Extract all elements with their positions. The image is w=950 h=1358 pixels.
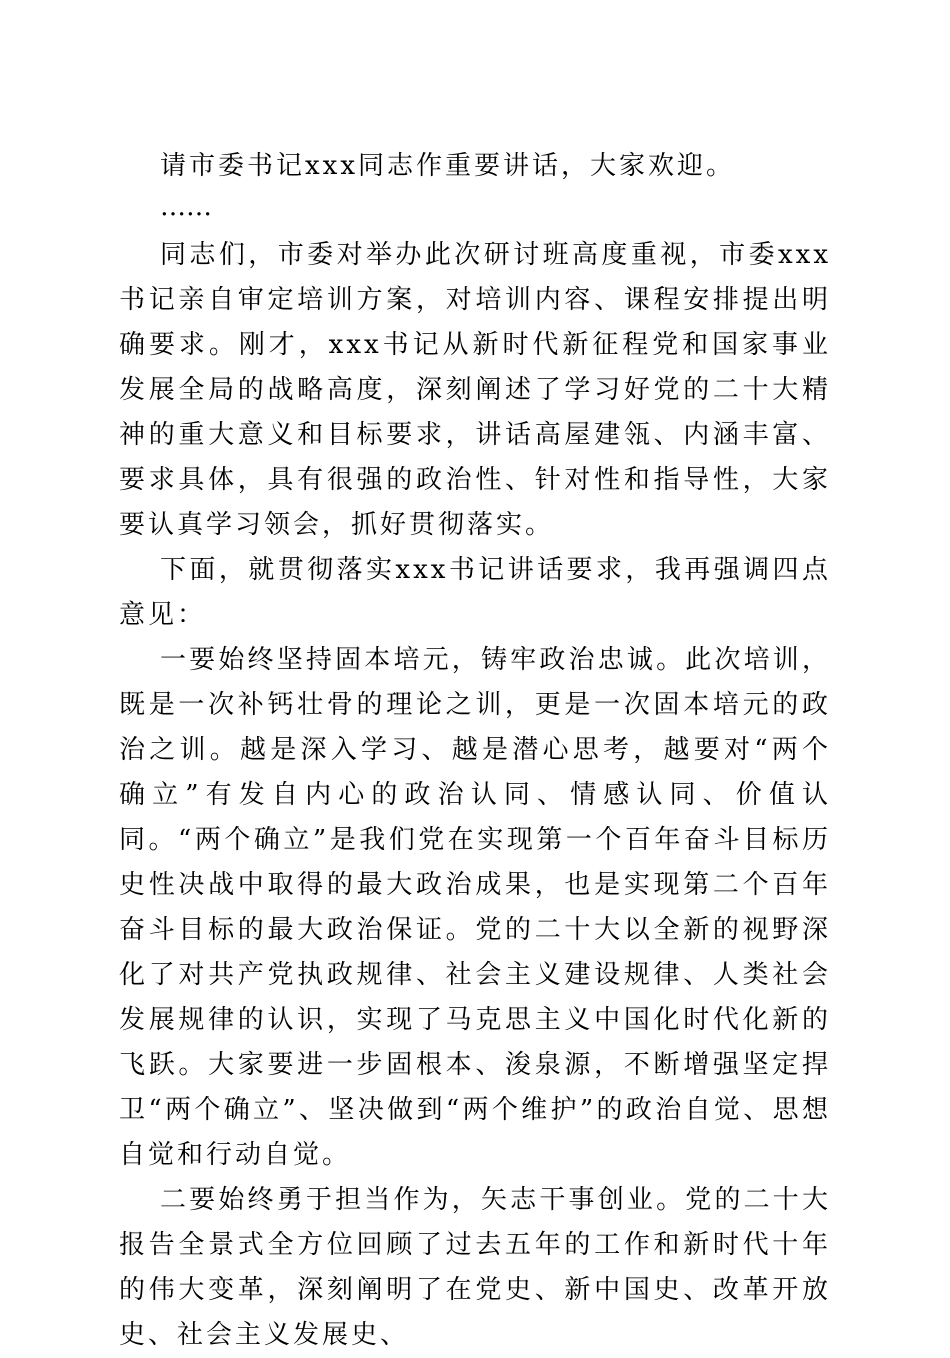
- paragraph-point-one: 一要始终坚持固本培元，铸牢政治忠诚。此次培训，既是一次补钙壮骨的理论之训，更是一次固本培元的政治之训。越是深入学习、越是潜心思考，越要对“两个确立”有发自内心的政治认同、情感认同、价值认同。“两个确立”是我们党在实现第一个百年奋斗目标历史性决战中取得的最大政治成果，也是实现第二个百年奋斗目标的最大政治保证。党的二十大以全新的视野深化了对共产党执政规律、社会主义建设规律、人类社会发展规律的认识，实现了马克思主义中国化时代化新的飞跃。大家要进一步固根本、浚泉源，不断增强坚定捍卫“两个确立”、坚决做到“两个维护”的政治自觉、思想自觉和行动自觉。: [119, 645, 831, 1170]
- paragraph-transition: 下面，就贯彻落实xxx书记讲话要求，我再强调四点意见：: [119, 555, 831, 630]
- paragraph-point-two: 二要始终勇于担当作为，矢志干事创业。党的二十大报告全景式全方位回顾了过去五年的工作和新时代十年的伟大变革，深刻阐明了在党史、新中国史、改革开放史、社会主义发展史、: [119, 1185, 831, 1350]
- paragraph-ellipsis: ……: [160, 192, 212, 222]
- paragraph-invitation: 请市委书记xxx同志作重要讲话，大家欢迎。: [160, 151, 735, 181]
- paragraph-opening: 同志们，市委对举办此次研讨班高度重视，市委xxx书记亲自审定培训方案，对培训内容、课程安排提出明确要求。刚才，xxx书记从新时代新征程党和国家事业发展全局的战略高度，深刻阐述了学习好党的二十大精神的重大意义和目标要求，讲话高屋建瓴、内涵丰富、要求具体，具有很强的政治性、针对性和指导性，大家要认真学习领会，抓好贯彻落实。: [119, 240, 831, 540]
- document-body: [119, 144, 831, 1358]
